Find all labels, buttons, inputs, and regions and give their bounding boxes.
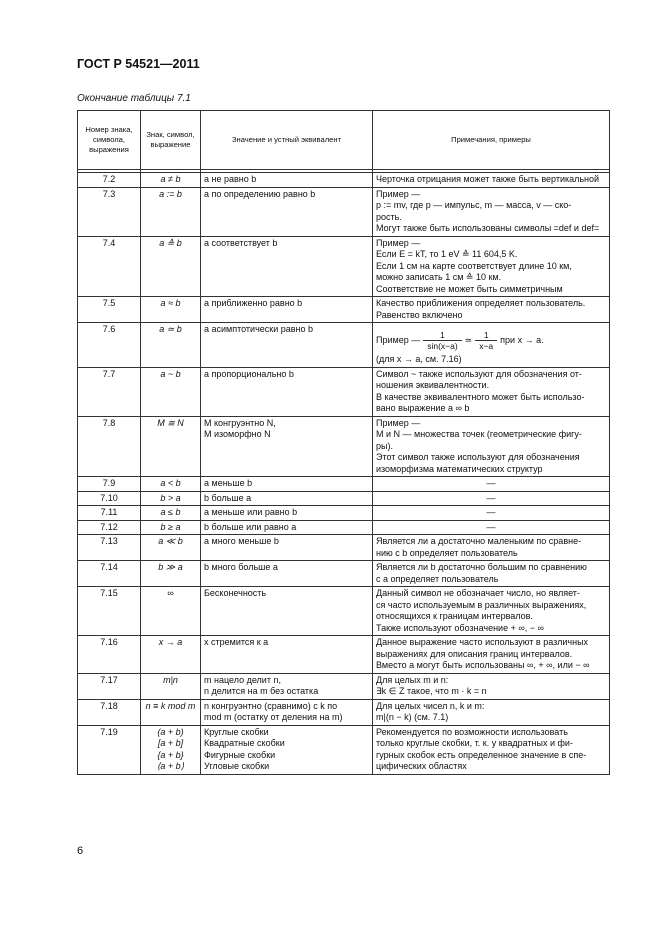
note-line: ∃k ∈ Z такое, что m · k = n [376, 686, 487, 696]
table-row [78, 506, 610, 521]
row-meaning [201, 323, 373, 368]
row-notes [373, 520, 610, 535]
row-meaning [201, 367, 373, 416]
row-number: 7.14 [78, 561, 141, 587]
meaning-line: Круглые скобки [204, 726, 269, 737]
table-row [78, 587, 610, 636]
row-meaning [201, 297, 373, 323]
row-symbol: b ≫ a [141, 561, 201, 587]
table-row [78, 323, 610, 368]
row-number: 7.19 [78, 725, 141, 774]
table-row [78, 297, 610, 323]
row-meaning [201, 236, 373, 297]
note-line: ся часто используемым в различных выражениях, [376, 599, 587, 610]
meaning-line: M конгруэнтно N, [204, 417, 276, 428]
row-meaning [201, 636, 373, 674]
row-symbol: ∞ [141, 587, 201, 636]
meaning-line: n конгруэнтно (сравнимо) с k по [204, 700, 338, 711]
meaning-line: b больше или равно a [204, 521, 297, 532]
meaning-line: a пропорционально b [204, 368, 294, 379]
meaning-line: a по определению равно b [204, 188, 316, 199]
row-notes [373, 323, 610, 368]
meaning-line: a асимптотически равно b [204, 324, 314, 334]
row-symbol: a < b [141, 477, 201, 492]
table-row [78, 236, 610, 297]
row-meaning [201, 699, 373, 725]
meaning-line: M изоморфно N [204, 429, 271, 439]
row-number: 7.13 [78, 535, 141, 561]
note-line: Если E = kT, то 1 eV ≙ 11 604,5 K. [376, 249, 518, 259]
row-symbol: a ≤ b [141, 506, 201, 521]
formula-suffix: при x → a. [500, 334, 544, 345]
meaning-line: Фигурные скобки [204, 749, 276, 760]
column-header-number: Номер знака, символа, выражения [78, 111, 141, 170]
row-notes [373, 725, 610, 774]
note-line: — [486, 492, 496, 503]
row-symbol: n ≡ k mod m [141, 699, 201, 725]
row-meaning [201, 477, 373, 492]
row-notes [373, 477, 610, 492]
note-line: нию с b определяет пользователь [376, 547, 518, 558]
table-row [78, 699, 610, 725]
row-notes [373, 699, 610, 725]
row-meaning [201, 587, 373, 636]
row-number: 7.9 [78, 477, 141, 492]
note-line: можно записать 1 см ≙ 10 км. [376, 272, 502, 282]
row-number: 7.10 [78, 491, 141, 506]
table-row [78, 416, 610, 477]
note-line: Пример — [376, 417, 421, 428]
note-line: — [486, 521, 496, 532]
row-notes [373, 673, 610, 699]
note-line: Качество приближения определяет пользователь. [376, 298, 586, 308]
fraction-numerator: 1 [475, 330, 497, 341]
note-line: Пример — [376, 188, 421, 199]
meaning-line: Квадратные скобки [204, 738, 285, 748]
row-symbol: (a + b) [a + b] {a + b} ⟨a + b⟩ [141, 725, 201, 774]
row-notes [373, 236, 610, 297]
column-header-meaning: Значение и устный эквивалент [201, 111, 373, 170]
fraction-right [475, 330, 497, 351]
row-notes [373, 173, 610, 188]
table-row [78, 520, 610, 535]
note-line: Вместо a могут быть использованы ∞, + ∞, или − ∞ [376, 660, 590, 670]
row-meaning [201, 520, 373, 535]
note-line: гурных скобок есть определенное значение в спе- [376, 749, 587, 760]
document-header: ГОСТ Р 54521—2011 [77, 57, 200, 71]
fraction-numerator: 1 [423, 330, 461, 341]
note-line: m|(n − k) (см. 7.1) [376, 712, 449, 722]
row-meaning [201, 173, 373, 188]
fraction-denominator: x−a [479, 341, 494, 351]
note-line: только круглые скобки, т. к. у квадратных и фи- [376, 738, 573, 748]
row-symbol: a ≠ b [141, 173, 201, 188]
note-line: Для целых m и n: [376, 674, 449, 685]
meaning-line: a приближенно равно b [204, 298, 303, 308]
row-symbol: M ≅ N [141, 416, 201, 477]
meaning-line: a не равно b [204, 174, 257, 184]
row-meaning [201, 491, 373, 506]
row-notes [373, 367, 610, 416]
table-row [78, 561, 610, 587]
row-notes [373, 491, 610, 506]
note-line: Данное выражение часто используют в различных [376, 637, 589, 647]
meaning-line: a меньше b [204, 478, 253, 488]
note-line: изоморфизма математических структур [376, 463, 543, 474]
note-line: M и N — множества точек (геометрические фигу- [376, 429, 582, 439]
row-meaning [201, 673, 373, 699]
meaning-line: x стремится к a [204, 637, 269, 647]
note-line: — [486, 507, 496, 517]
note-line: ры). [376, 440, 393, 451]
note-line: выражениях для описания границ интервалов. [376, 648, 573, 659]
note-line: Символ ~ также используют для обозначения от- [376, 368, 582, 379]
row-symbol: a ≈ b [141, 297, 201, 323]
row-number: 7.18 [78, 699, 141, 725]
note-line: Черточка отрицания может также быть вертикальной [376, 174, 600, 184]
row-notes [373, 636, 610, 674]
table-body [78, 173, 610, 775]
meaning-line: a соответствует b [204, 237, 278, 248]
row-symbol: b ≥ a [141, 520, 201, 535]
row-symbol: a ≪ b [141, 535, 201, 561]
row-number: 7.7 [78, 367, 141, 416]
note-line: Этот символ также используют для обозначения [376, 452, 580, 462]
table-caption: Окончание таблицы 7.1 [77, 93, 191, 104]
table-row [78, 535, 610, 561]
note-line: Является ли b достаточно большим по сравнению [376, 562, 587, 572]
table-row [78, 725, 610, 774]
fraction-denominator: sin(x−a) [427, 341, 458, 351]
row-number: 7.11 [78, 506, 141, 521]
row-notes [373, 416, 610, 477]
row-meaning [201, 725, 373, 774]
note-line: Является ли a достаточно маленьким по сравне- [376, 536, 582, 546]
row-symbol: a ≃ b [141, 323, 201, 368]
note-line: Пример — [376, 237, 421, 248]
row-number: 7.5 [78, 297, 141, 323]
table-row [78, 491, 610, 506]
row-meaning [201, 187, 373, 236]
row-number: 7.17 [78, 673, 141, 699]
row-symbol: x → a [141, 636, 201, 674]
table-row [78, 367, 610, 416]
row-number: 7.8 [78, 416, 141, 477]
meaning-line: m нацело делит n, [204, 674, 281, 685]
row-symbol: a ≙ b [141, 236, 201, 297]
meaning-line: Бесконечность [204, 588, 267, 598]
row-notes [373, 297, 610, 323]
note-line: Если 1 см на карте соответствует длине 10 км, [376, 260, 572, 271]
table-row [78, 673, 610, 699]
note-line: с a определяет пользователь [376, 573, 499, 584]
table-row [78, 173, 610, 188]
note-line: рость. [376, 211, 402, 222]
formula-relation: ≃ [464, 334, 473, 345]
note-line: ношения эквивалентности. [376, 380, 490, 390]
row-number: 7.15 [78, 587, 141, 636]
row-number: 7.3 [78, 187, 141, 236]
table-row [78, 477, 610, 492]
meaning-line: a меньше или равно b [204, 507, 298, 517]
asymptotic-example-formula [376, 330, 606, 351]
meaning-line: a много меньше b [204, 536, 279, 546]
table-row [78, 636, 610, 674]
row-number: 7.16 [78, 636, 141, 674]
note-line: относящихся к границам интервалов. [376, 611, 533, 621]
row-notes [373, 506, 610, 521]
note-line: Для целых чисел n, k и m: [376, 700, 485, 711]
row-notes [373, 561, 610, 587]
column-header-notes: Примечания, примеры [373, 111, 610, 170]
note-line: Равенство включено [376, 309, 463, 320]
table-row [78, 187, 610, 236]
row-meaning [201, 561, 373, 587]
note-line: — [486, 478, 496, 488]
meaning-line: b больше a [204, 492, 252, 503]
meaning-line: n делится на m без остатка [204, 686, 319, 696]
row-meaning [201, 535, 373, 561]
row-number: 7.12 [78, 520, 141, 535]
row-symbol: a := b [141, 187, 201, 236]
meaning-line: b много больше a [204, 562, 278, 572]
row-notes [373, 187, 610, 236]
note-line: (для x → a, см. 7.16) [376, 354, 462, 364]
row-notes [373, 535, 610, 561]
row-symbol: a ~ b [141, 367, 201, 416]
note-line: Также используют обозначение + ∞, − ∞ [376, 622, 544, 633]
symbols-table [77, 110, 610, 775]
meaning-line: mod m (остатку от деления на m) [204, 712, 343, 722]
row-meaning [201, 416, 373, 477]
row-notes [373, 587, 610, 636]
row-symbol: m|n [141, 673, 201, 699]
note-line: Рекомендуется по возможности использовать [376, 726, 568, 737]
row-number: 7.6 [78, 323, 141, 368]
note-line: p := mv, где p — импульс, m — масса, v — ско- [376, 200, 572, 210]
row-symbol: b > a [141, 491, 201, 506]
note-line: Соответствие не может быть симметричным [376, 283, 563, 294]
row-meaning [201, 506, 373, 521]
note-line: цифических областях [376, 761, 467, 771]
formula-prefix: Пример — [376, 334, 421, 345]
note-line: Могут также быть использованы символы =def и def= [376, 223, 600, 233]
note-line: В качестве эквивалентного может быть использо- [376, 391, 585, 402]
fraction-left [423, 330, 461, 351]
note-line: вано выражение a ∞ b [376, 403, 470, 413]
meaning-line: Угловые скобки [204, 761, 270, 771]
column-header-symbol: Знак, символ, выражение [141, 111, 201, 170]
note-line: Данный символ не обозначает число, но являет- [376, 588, 580, 598]
row-number: 7.2 [78, 173, 141, 188]
page-number: 6 [77, 845, 84, 857]
row-number: 7.4 [78, 236, 141, 297]
